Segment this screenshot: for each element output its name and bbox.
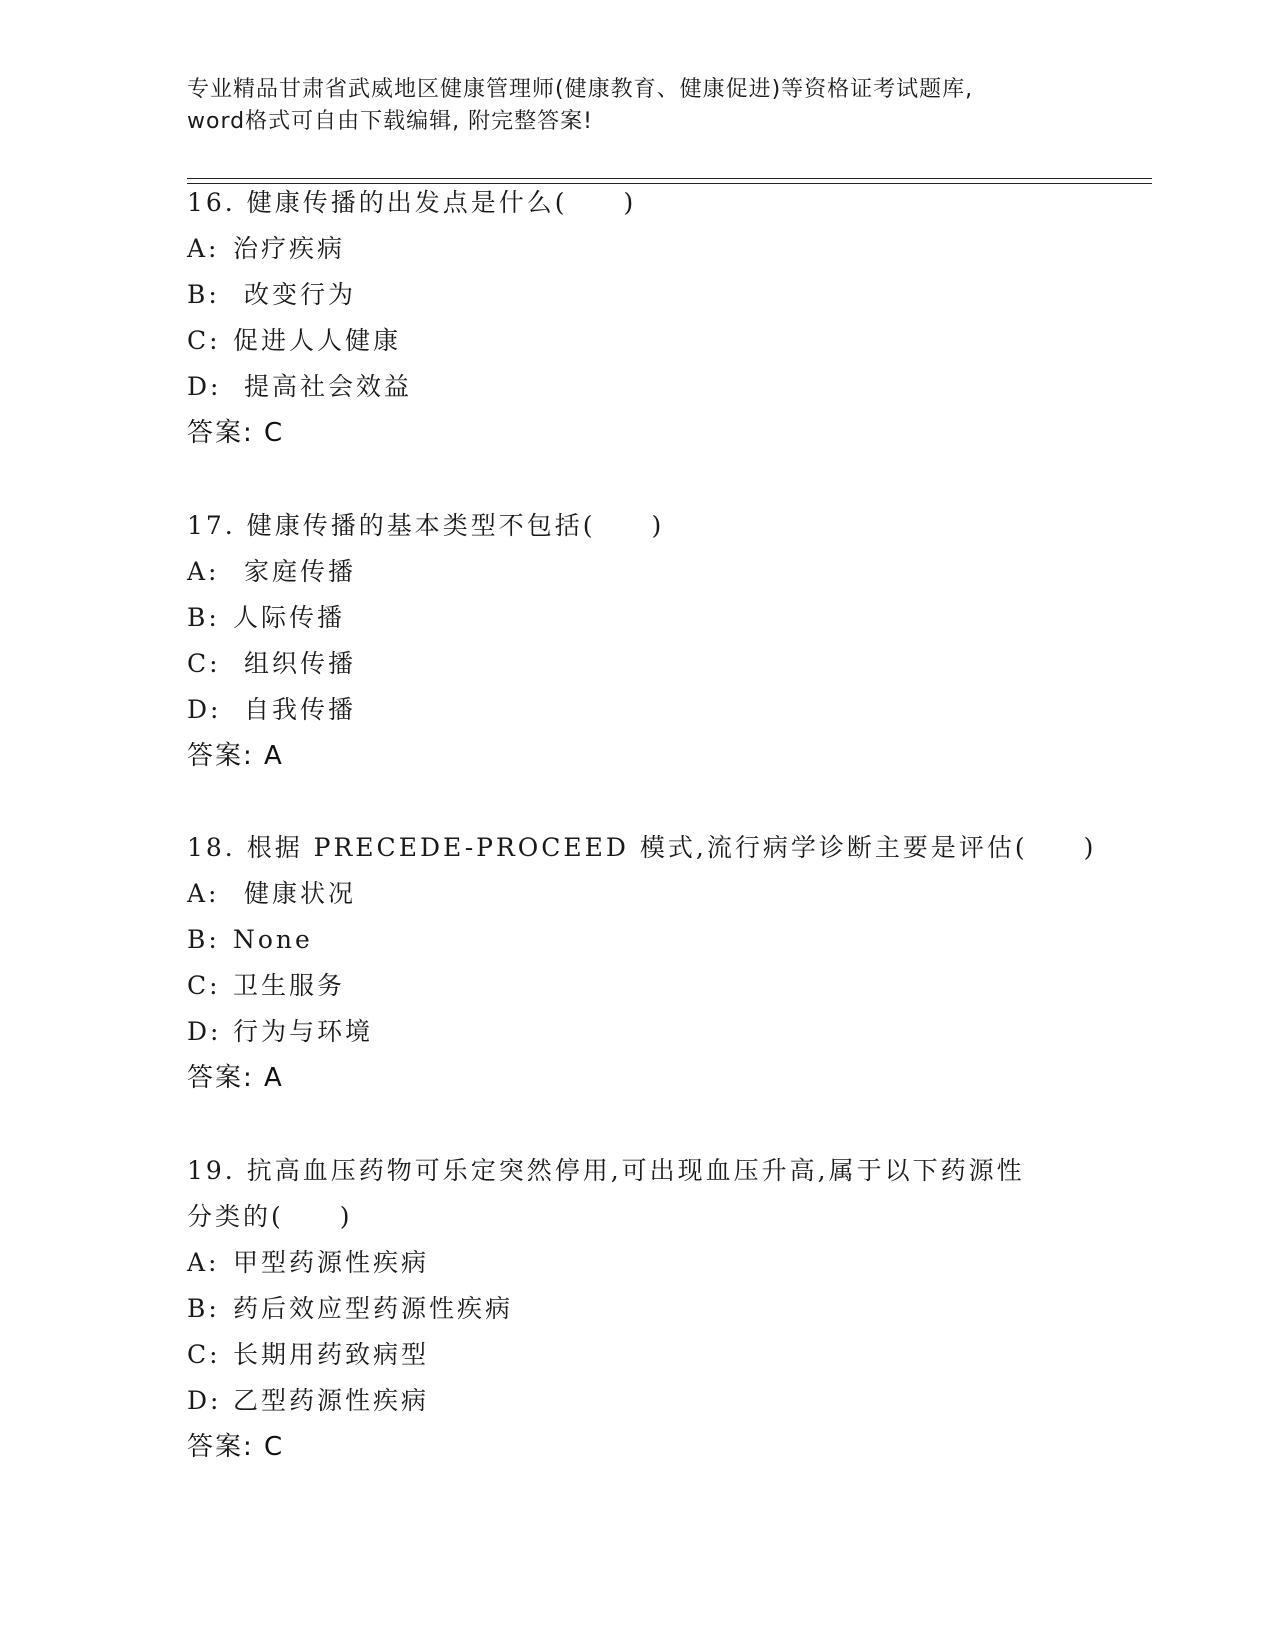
question-number: 16. xyxy=(187,188,236,217)
option-a xyxy=(187,226,1187,272)
header-divider-top xyxy=(187,178,1152,179)
option-text: 药后效应型药源性疾病 xyxy=(233,1294,514,1323)
question-text: 健康传播的出发点是什么( ) xyxy=(246,188,637,217)
option-text: 自我传播 xyxy=(233,695,356,724)
option-text: 甲型药源性疾病 xyxy=(233,1248,430,1277)
option-text: 治疗疾病 xyxy=(233,234,346,263)
option-key: B: xyxy=(187,603,220,632)
question-stem-continued: 分类的( ) xyxy=(187,1202,353,1231)
answer-line: 答案: A xyxy=(187,741,284,771)
option-text: 乙型药源性疾病 xyxy=(233,1386,430,1415)
question-stem xyxy=(187,1148,1187,1194)
option-key: A: xyxy=(187,879,220,908)
question-number: 19. xyxy=(187,1156,236,1185)
option-c xyxy=(187,641,1187,687)
document-header xyxy=(187,74,1087,138)
option-d xyxy=(187,1378,1187,1424)
option-text: 家庭传播 xyxy=(233,557,356,586)
option-key: D: xyxy=(187,1386,222,1415)
option-d xyxy=(187,1009,1187,1055)
answer-line: 答案: C xyxy=(187,1432,285,1462)
option-b xyxy=(187,1286,1187,1332)
option-d xyxy=(187,364,1187,410)
option-text: 改变行为 xyxy=(233,280,356,309)
option-c xyxy=(187,318,1187,364)
question-stem xyxy=(187,825,1187,871)
question-17 xyxy=(187,503,1187,779)
option-a xyxy=(187,1240,1187,1286)
header-line-1: 专业精品甘肃省武威地区健康管理师(健康教育、健康促进)等资格证考试题库, xyxy=(187,77,974,102)
question-18 xyxy=(187,825,1187,1101)
option-key: A: xyxy=(187,1248,220,1277)
option-b xyxy=(187,272,1187,318)
question-stem xyxy=(187,180,1187,226)
option-key: B: xyxy=(187,280,220,309)
option-b xyxy=(187,595,1187,641)
answer-line: 答案: A xyxy=(187,1063,284,1093)
question-number: 17. xyxy=(187,511,236,540)
question-number: 18. xyxy=(187,833,236,862)
option-c xyxy=(187,1332,1187,1378)
question-19 xyxy=(187,1148,1187,1470)
header-line-2: word格式可自由下载编辑, 附完整答案! xyxy=(187,109,593,134)
option-key: C: xyxy=(187,1340,221,1369)
question-16 xyxy=(187,180,1187,456)
option-text: 卫生服务 xyxy=(233,971,346,1000)
option-key: D: xyxy=(187,1017,222,1046)
option-key: B: xyxy=(187,1294,220,1323)
option-text: 健康状况 xyxy=(233,879,356,908)
option-key: B: xyxy=(187,925,220,954)
option-d xyxy=(187,687,1187,733)
question-stem xyxy=(187,503,1187,549)
option-text: 长期用药致病型 xyxy=(233,1340,430,1369)
question-text: 健康传播的基本类型不包括( ) xyxy=(246,511,665,540)
option-text: 人际传播 xyxy=(233,603,346,632)
question-text: 抗高血压药物可乐定突然停用,可出现血压升高,属于以下药源性 xyxy=(246,1156,1025,1185)
option-text: 提高社会效益 xyxy=(233,372,412,401)
option-text: 促进人人健康 xyxy=(233,326,402,355)
option-text: 行为与环境 xyxy=(233,1017,374,1046)
answer-line: 答案: C xyxy=(187,418,285,448)
option-key: A: xyxy=(187,234,220,263)
option-key: C: xyxy=(187,326,221,355)
option-a xyxy=(187,549,1187,595)
option-text: None xyxy=(233,925,313,954)
option-key: C: xyxy=(187,971,221,1000)
option-key: A: xyxy=(187,557,220,586)
option-key: C: xyxy=(187,649,221,678)
option-text: 组织传播 xyxy=(233,649,356,678)
option-b xyxy=(187,917,1187,963)
option-key: D: xyxy=(187,372,222,401)
question-text: 根据 PRECEDE-PROCEED 模式,流行病学诊断主要是评估( ) xyxy=(246,833,1097,862)
option-key: D: xyxy=(187,695,222,724)
option-c xyxy=(187,963,1187,1009)
option-a xyxy=(187,871,1187,917)
